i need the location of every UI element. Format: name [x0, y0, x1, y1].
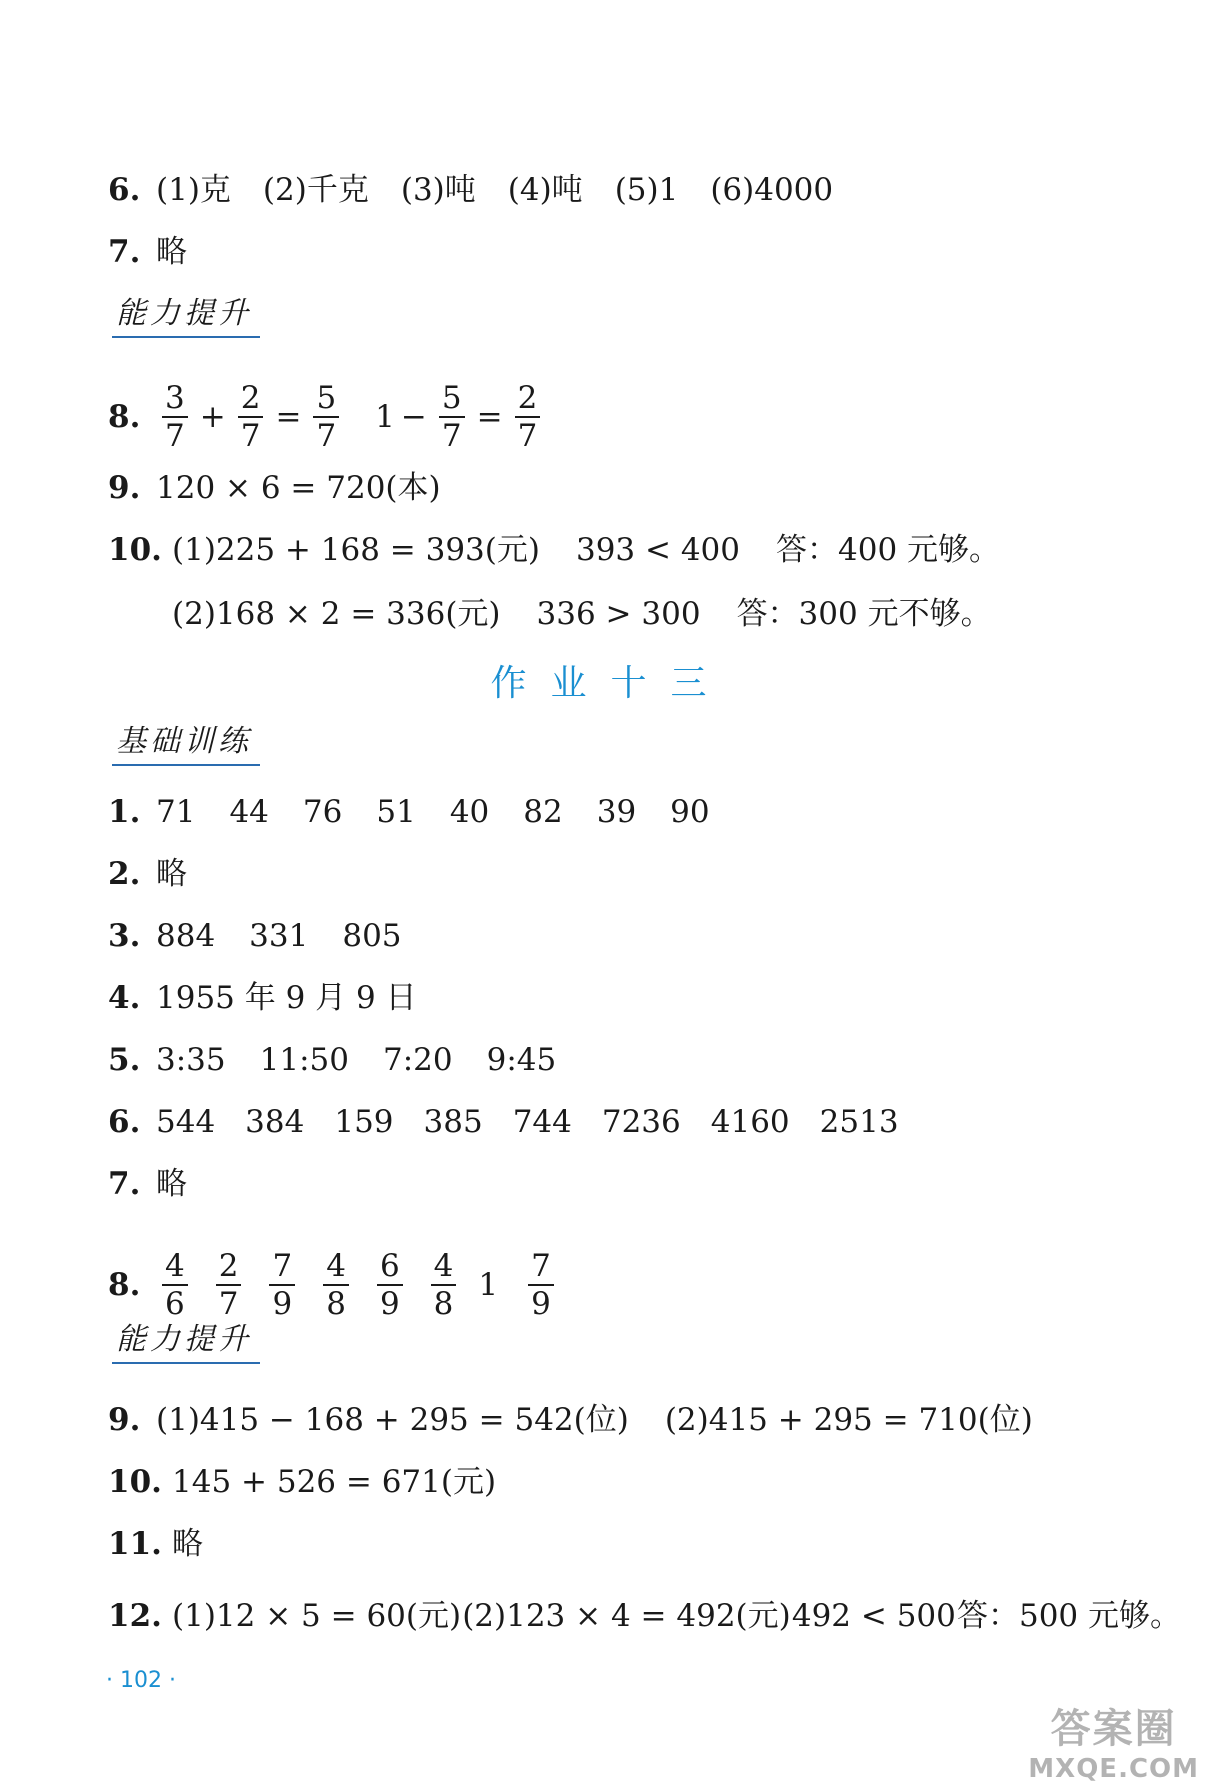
answer-line-6a: [108, 170, 1181, 210]
question-number: 6.: [108, 1104, 141, 1140]
answer-item: 90: [670, 794, 710, 830]
fraction: $\frac{7}{9}$: [269, 1248, 295, 1322]
answer-item: (5)1: [614, 172, 679, 208]
answer-item: (4)吨: [507, 172, 583, 208]
answer-item: 384: [245, 1104, 305, 1140]
fraction: $\frac{3}{7}$: [162, 380, 188, 454]
answer-item: 39: [596, 794, 637, 830]
answer-text: 略: [172, 1526, 203, 1562]
answer-text: 略: [156, 1166, 187, 1202]
operator: +: [199, 399, 226, 435]
question-number: 5.: [108, 1042, 141, 1078]
answer-part: (1)415 − 168 + 295 = 542(位): [156, 1402, 629, 1438]
answer-item: (1)克: [156, 172, 231, 208]
answer-item: (3)吨: [400, 172, 476, 208]
answer-part: 492 < 500: [791, 1598, 956, 1634]
question-number: 12.: [108, 1598, 162, 1634]
answer-item: 11:50: [259, 1042, 349, 1078]
question-number: 7.: [108, 234, 141, 270]
fraction: $\frac{4}{6}$: [162, 1248, 188, 1322]
answer-item: 9:45: [486, 1042, 557, 1078]
answer-item: 40: [449, 794, 490, 830]
answer-part: (2)415 + 295 = 710(位): [664, 1402, 1033, 1438]
watermark-title: 答案圈: [1050, 1706, 1177, 1752]
answer-text: 略: [156, 234, 187, 270]
answer-item: 2513: [819, 1104, 899, 1140]
chapter-title: 作业十三: [490, 663, 731, 704]
answer-item: 82: [523, 794, 563, 830]
answer-item: 4160: [710, 1104, 790, 1140]
answer-part: 答：500 元够。: [956, 1598, 1182, 1634]
answer-part: 答：300 元不够。: [736, 596, 992, 632]
section-label-basic: 基础训练: [112, 724, 260, 766]
answer-line-9a: [108, 468, 1181, 508]
answer-item: 331: [249, 918, 309, 954]
question-number: 6.: [108, 172, 141, 208]
watermark-url: MXQE.COM: [1028, 1754, 1199, 1784]
fraction: $\frac{2}{7}$: [515, 380, 541, 454]
question-number: 7.: [108, 1166, 141, 1202]
fraction: $\frac{5}{7}$: [439, 380, 465, 454]
answer-part: (2)123 × 4 = 492(元): [462, 1598, 791, 1634]
fraction: $\frac{6}{9}$: [377, 1248, 403, 1322]
answer-line-9: [108, 1400, 1181, 1440]
answer-item: 385: [423, 1104, 483, 1140]
question-number: 9.: [108, 470, 141, 506]
number: 1: [478, 1267, 499, 1303]
answer-item: 544: [156, 1104, 216, 1140]
answer-item: 3:35: [156, 1042, 226, 1078]
question-number: 8.: [108, 1267, 141, 1303]
question-number: 3.: [108, 918, 141, 954]
answer-item: 744: [512, 1104, 572, 1140]
question-number: 10.: [108, 1464, 162, 1500]
answer-part: (2)168 × 2 = 336(元): [172, 596, 501, 632]
answer-part: 393 < 400: [575, 532, 741, 568]
question-number: 9.: [108, 1402, 141, 1438]
question-number: 1.: [108, 794, 141, 830]
answer-item: 805: [342, 918, 402, 954]
answer-line-5: [108, 1040, 1181, 1080]
answer-part: 答：400 元够。: [776, 532, 1001, 568]
answer-line-10: [108, 1462, 1181, 1502]
answer-line-1: [108, 792, 1181, 832]
answer-part: 336 > 300: [536, 596, 701, 632]
question-number: 2.: [108, 856, 141, 892]
fraction: $\frac{2}{7}$: [238, 380, 264, 454]
answer-item: 7236: [601, 1104, 681, 1140]
question-number: 10.: [108, 532, 162, 568]
operator: =: [275, 399, 302, 435]
operator: =: [476, 399, 503, 435]
answer-line-3: [108, 916, 1181, 956]
answer-item: 7:20: [382, 1042, 453, 1078]
question-number: 11.: [108, 1526, 162, 1562]
answer-item: 51: [376, 794, 416, 830]
fraction: $\frac{5}{7}$: [313, 380, 339, 454]
fraction: $\frac{2}{7}$: [216, 1248, 242, 1322]
page-number: · 102 ·: [106, 1668, 176, 1693]
answer-line-8: [108, 1248, 1181, 1322]
answer-item: (6)4000: [710, 172, 834, 208]
fraction: $\frac{4}{8}$: [323, 1248, 349, 1322]
fraction: $\frac{7}{9}$: [528, 1248, 554, 1322]
answer-item: 159: [334, 1104, 394, 1140]
answer-line-4: [108, 978, 1181, 1018]
answer-line-10b: [172, 594, 1181, 634]
section-label-ability: 能力提升: [112, 1322, 260, 1364]
answer-line-11: [108, 1524, 1181, 1564]
answer-line-7a: [108, 232, 1181, 272]
watermark-logo: [1028, 1697, 1199, 1784]
answer-part: (1)12 × 5 = 60(元): [172, 1598, 462, 1634]
answer-item: 884: [156, 918, 216, 954]
answer-text: 120 × 6 = 720(本): [156, 470, 441, 506]
answer-part: (1)225 + 168 = 393(元): [172, 532, 540, 568]
answer-item: 71: [156, 794, 196, 830]
question-number: 4.: [108, 980, 141, 1016]
answer-text: 145 + 526 = 671(元): [172, 1464, 497, 1500]
answer-item: (2)千克: [262, 172, 369, 208]
answer-line-12: [108, 1596, 1181, 1636]
section-label-ability: 能力提升: [112, 296, 260, 338]
answer-line-6: [108, 1102, 1181, 1142]
answer-item: 44: [229, 794, 269, 830]
fraction: $\frac{4}{8}$: [431, 1248, 457, 1322]
answer-line-10a: [108, 530, 1181, 570]
number: 1: [375, 399, 395, 435]
question-number: 8.: [108, 399, 141, 435]
answer-line-2: [108, 854, 1181, 894]
operator: −: [400, 399, 427, 435]
answer-line-7: [108, 1164, 1181, 1204]
answer-text: 1955 年 9 月 9 日: [156, 980, 417, 1016]
answer-line-8a: [108, 380, 1181, 454]
answer-text: 略: [156, 856, 187, 892]
answer-item: 76: [302, 794, 343, 830]
